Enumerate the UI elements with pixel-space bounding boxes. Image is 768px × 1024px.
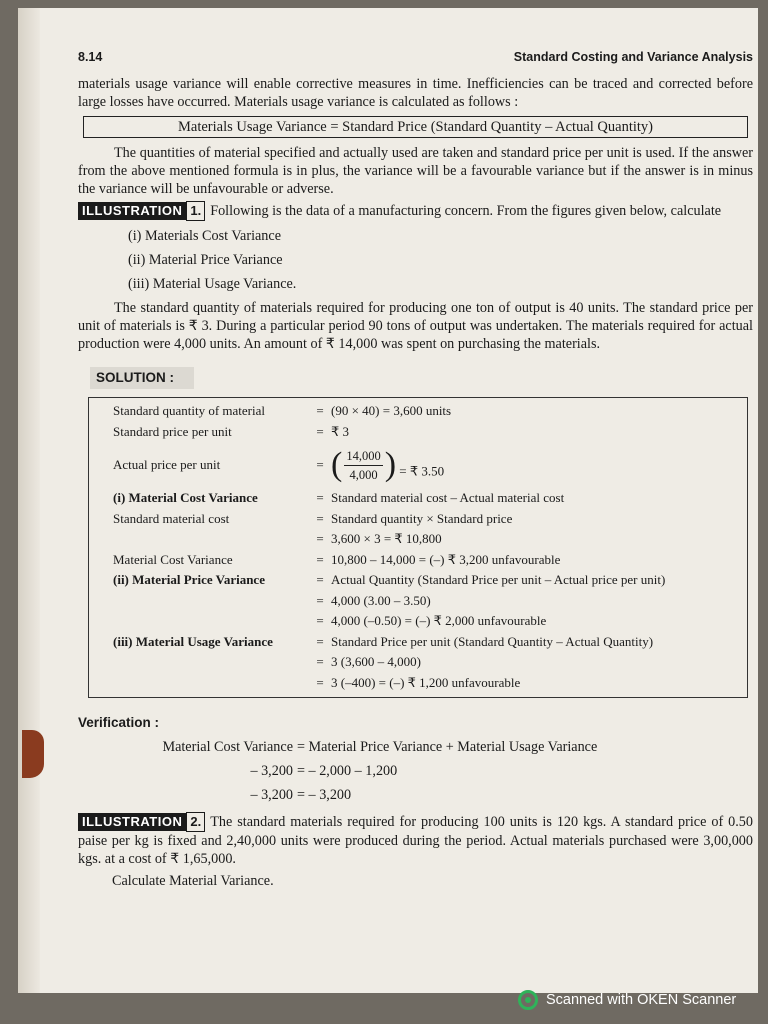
solution-row xyxy=(89,652,747,673)
solution-heading: SOLUTION : xyxy=(90,367,194,389)
verification-right: = – 2,000 – 1,200 xyxy=(297,763,398,779)
solution-row xyxy=(89,401,747,422)
illustration-1-text: Following is the data of a manufacturing concern. From the figures given below, calculate xyxy=(210,203,722,219)
row-value: Standard material cost – Actual material cost xyxy=(331,490,565,506)
fraction-denominator: 4,000 xyxy=(349,467,378,482)
row-value xyxy=(331,447,747,484)
solution-row xyxy=(89,509,747,530)
row-label: Actual price per unit xyxy=(113,457,221,472)
scanner-text: Scanned with OKEN Scanner xyxy=(546,992,737,1008)
solution-row xyxy=(89,550,747,571)
equals-sign: = xyxy=(316,510,324,526)
solution-row xyxy=(89,632,747,653)
row-value: 4,000 (–0.50) = (–) ₹ 2,000 unfavourable xyxy=(331,613,547,629)
equals-sign: = xyxy=(316,423,324,439)
solution-row xyxy=(89,422,747,443)
row-value: 4,000 (3.00 – 3.50) xyxy=(331,592,431,608)
book-page xyxy=(18,8,758,993)
oken-scanner-logo-icon xyxy=(518,990,538,1010)
row-value: 3 (3,600 – 4,000) xyxy=(331,654,421,670)
row-value: Standard Price per unit (Standard Quantity – Actual Quantity) xyxy=(331,633,654,649)
verification-section xyxy=(78,714,753,804)
fraction-result: = ₹ 3.50 xyxy=(399,463,445,478)
intro-paragraph: materials usage variance will enable corrective measures in time. Inefficiencies can be traced and corrected before large losses have occurred. Materials usage variance is calculated as follows : xyxy=(78,76,753,110)
solution-row xyxy=(89,529,747,550)
illustration-2-number: 2. xyxy=(186,812,205,832)
verification-row xyxy=(78,786,753,804)
equals-sign: = xyxy=(316,531,324,547)
solution-row xyxy=(89,488,747,509)
equals-sign: = xyxy=(316,613,324,629)
thumb xyxy=(22,730,44,778)
row-label: Standard material cost xyxy=(113,510,230,526)
requirement-item: (ii) Material Price Variance xyxy=(128,252,283,268)
row-label: Standard quantity of material xyxy=(113,403,265,419)
illustration-2-tag: ILLUSTRATION xyxy=(78,813,186,831)
row-label: (iii) Material Usage Variance xyxy=(113,633,273,649)
verification-row xyxy=(78,762,753,780)
row-label: Standard price per unit xyxy=(113,423,232,439)
verification-right: = – 3,200 xyxy=(297,787,352,803)
verification-left: – 3,200 xyxy=(250,787,293,803)
illustration-2-requirement: Calculate Material Variance. xyxy=(112,873,274,889)
equals-sign: = xyxy=(316,674,324,690)
equals-sign: = xyxy=(316,551,324,567)
solution-row xyxy=(89,570,747,591)
page-number: 8.14 xyxy=(78,50,103,64)
row-value: 10,800 – 14,000 = (–) ₹ 3,200 unfavourable xyxy=(331,551,561,567)
solution-row xyxy=(89,442,747,488)
row-value: 3 (–400) = (–) ₹ 1,200 unfavourable xyxy=(331,674,521,690)
solution-box xyxy=(88,397,748,698)
row-value: ₹ 3 xyxy=(331,423,350,439)
row-label: (i) Material Cost Variance xyxy=(113,490,258,506)
fraction-numerator: 14,000 xyxy=(344,447,382,466)
equals-sign: = xyxy=(316,592,324,608)
illustration-1-problem: The standard quantity of materials required for producing one ton of output is 40 units. The standard price per unit of materials is ₹ 3. During a particular period 90 tons of output was undertaken. The materials required for actual production were 4,000 units. An amount of ₹ 14,000 was spent on purchasing the materials. xyxy=(78,300,753,352)
row-value: (90 × 40) = 3,600 units xyxy=(331,403,452,419)
chapter-title: Standard Costing and Variance Analysis xyxy=(513,50,753,64)
row-value: Standard quantity × Standard price xyxy=(331,510,513,526)
illustration-1-requirements xyxy=(78,227,753,293)
verification-row xyxy=(78,738,753,756)
requirement-item: (iii) Material Usage Variance. xyxy=(128,276,297,292)
solution-row xyxy=(89,673,747,694)
illustration-1-intro xyxy=(78,201,753,221)
verification-left: Material Cost Variance xyxy=(162,739,293,755)
requirement-item: (i) Materials Cost Variance xyxy=(128,228,281,244)
equals-sign: = xyxy=(316,633,324,649)
verification-left: – 3,200 xyxy=(250,763,293,779)
running-header xyxy=(78,48,753,66)
row-value: Actual Quantity (Standard Price per unit – Actual price per unit) xyxy=(331,572,666,588)
equals-sign: = xyxy=(316,654,324,670)
equals-sign: = xyxy=(316,457,324,472)
usage-variance-formula: Materials Usage Variance = Standard Price (Standard Quantity – Actual Quantity) xyxy=(83,116,748,138)
illustration-2-text: The standard materials required for producing 100 units is 120 kgs. A standard price of 0.50 paise per kg is fixed and 2,40,000 units were produced during the period. Actual materials purchased were 3,00,000 kgs. at a cost of ₹ 1,65,000. xyxy=(78,814,753,867)
row-label: Material Cost Variance xyxy=(113,551,233,567)
solution-row xyxy=(89,591,747,612)
illustration-2 xyxy=(78,812,753,868)
explanation-paragraph: The quantities of material specified and actually used are taken and standard price per unit is used. If the answer from the above mentioned formula is in plus, the variance will be a favourable variance but if the answer is in minus the variance will be unfavourable or adverse. xyxy=(78,145,753,197)
scanner-watermark xyxy=(518,990,736,1010)
equals-sign: = xyxy=(316,403,324,419)
page-gutter xyxy=(18,8,40,993)
equals-sign: = xyxy=(316,490,324,506)
verification-heading: Verification : xyxy=(78,715,160,730)
illustration-1-number: 1. xyxy=(186,201,205,221)
row-label: (ii) Material Price Variance xyxy=(113,572,265,588)
equals-sign: = xyxy=(316,572,324,588)
illustration-1-tag: ILLUSTRATION xyxy=(78,202,186,220)
solution-row xyxy=(89,611,747,632)
page-content xyxy=(78,48,753,890)
verification-right: = Material Price Variance + Material Usage Variance xyxy=(297,739,598,755)
fraction: ( $\frac{14,000}{4,000}$ ) xyxy=(331,446,397,483)
row-value: 3,600 × 3 = ₹ 10,800 xyxy=(331,531,442,547)
